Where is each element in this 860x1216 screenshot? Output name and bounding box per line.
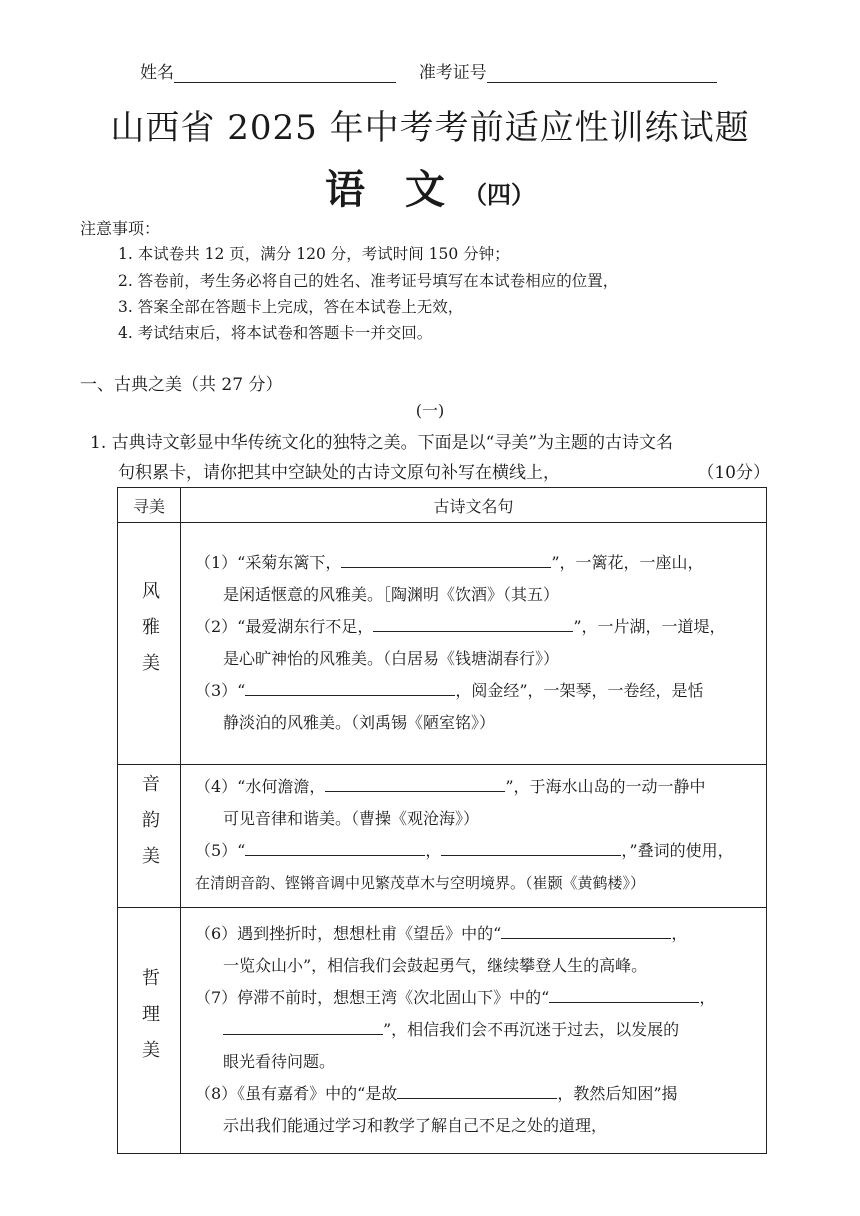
fill-item-8: （8）《虽有嘉肴》中的“是故 ，教然后知困”揭 示出我们能通过学习和教学了解自己不足之处的道理， xyxy=(195,1078,756,1142)
answer-blank[interactable] xyxy=(245,675,455,696)
answer-blank[interactable] xyxy=(501,918,671,939)
accumulation-card xyxy=(117,487,767,1154)
exam-id-label: 准考证号 xyxy=(418,63,487,83)
notice-item: 1. 本试卷共 12 页，满分 120 分，考试时间 150 分钟； xyxy=(118,245,510,263)
exam-id-blank[interactable] xyxy=(487,64,717,83)
col-header-category: 寻美 xyxy=(118,488,181,523)
subject-name: 语 文 xyxy=(325,166,445,213)
answer-blank[interactable] xyxy=(341,547,551,568)
exam-title: 山西省 2025 年中考考前适应性训练试题 xyxy=(110,108,750,148)
header-info xyxy=(140,58,717,83)
fill-item-4: （4）“水何澹澹， ”，于海水山岛的一动一静中 可见音律和谐美。（曹操《观沧海》） xyxy=(195,771,756,835)
section-heading: 一、古典之美（共 27 分） xyxy=(80,375,283,395)
notice-item: 3. 答案全部在答题卡上完成，答在本试卷上无效， xyxy=(118,298,464,316)
notice-title: 注意事项： xyxy=(80,219,161,238)
name-label: 姓名 xyxy=(140,63,174,83)
answer-blank[interactable] xyxy=(223,1014,383,1035)
subject-title xyxy=(0,158,860,215)
fill-item-6: （6）遇到挫折时，想想杜甫《望岳》中的“ ， 一览众山小”，相信我们会鼓起勇气，继续攀登人生的高峰。 xyxy=(195,918,756,982)
col-header-lines: 古诗文名句 xyxy=(181,488,767,523)
question-1-line1: 1. 古典诗文彰显中华传统文化的独特之美。下面是以“寻美”为主题的古诗文名 xyxy=(90,433,674,453)
group-cell xyxy=(181,765,767,908)
fill-item-7: （7）停滞不前时，想想王湾《次北固山下》中的“ ， ”，相信我们会不再沉迷于过去，以发展的 眼光看待问题。 xyxy=(195,982,756,1078)
notice-item: 4. 考试结束后，将本试卷和答题卡一并交回。 xyxy=(118,324,433,342)
category-label: 风雅美 xyxy=(139,581,160,689)
category-cell xyxy=(118,523,181,765)
fill-item-2: （2）“最爱湖东行不足， ”，一片湖，一道堤， 是心旷神怡的风雅美。（白居易《钱塘湖春行》） xyxy=(195,611,756,675)
answer-blank[interactable] xyxy=(549,982,699,1003)
group-cell xyxy=(181,908,767,1154)
answer-blank[interactable] xyxy=(397,1078,557,1099)
part-heading: (一) xyxy=(415,401,445,420)
question-1-line2: 句积累卡，请你把其中空缺处的古诗文原句补写在横线上， xyxy=(118,463,560,483)
question-1 xyxy=(90,428,770,488)
category-cell xyxy=(118,908,181,1154)
fill-item-3: （3）“ ，阅金经”，一架琴，一卷经，是恬 静淡泊的风雅美。（刘禹锡《陋室铭》） xyxy=(195,675,756,739)
answer-blank[interactable] xyxy=(373,611,573,632)
question-1-score: （10分） xyxy=(697,463,770,483)
group-cell xyxy=(181,523,767,765)
notice-item: 2. 答卷前，考生务必将自己的姓名、准考证号填写在本试卷相应的位置， xyxy=(118,272,619,290)
category-label: 哲理美 xyxy=(139,968,160,1076)
fill-item-5: （5）“ ， ，”叠词的使用， 在清朗音韵、铿锵音调中见繁茂草木与空明境界。（崔颢《黄鹤楼》） xyxy=(195,835,756,899)
answer-blank[interactable] xyxy=(441,835,621,856)
name-blank[interactable] xyxy=(174,64,396,83)
category-cell xyxy=(118,765,181,908)
category-label: 音韵美 xyxy=(139,773,160,882)
answer-blank[interactable] xyxy=(325,771,505,792)
answer-blank[interactable] xyxy=(245,835,425,856)
paper-number: （四） xyxy=(463,180,535,209)
fill-item-1: （1）“采菊东篱下， ”，一篱花，一座山， 是闲适惬意的风雅美。［陶渊明《饮酒》（其五） xyxy=(195,547,756,611)
